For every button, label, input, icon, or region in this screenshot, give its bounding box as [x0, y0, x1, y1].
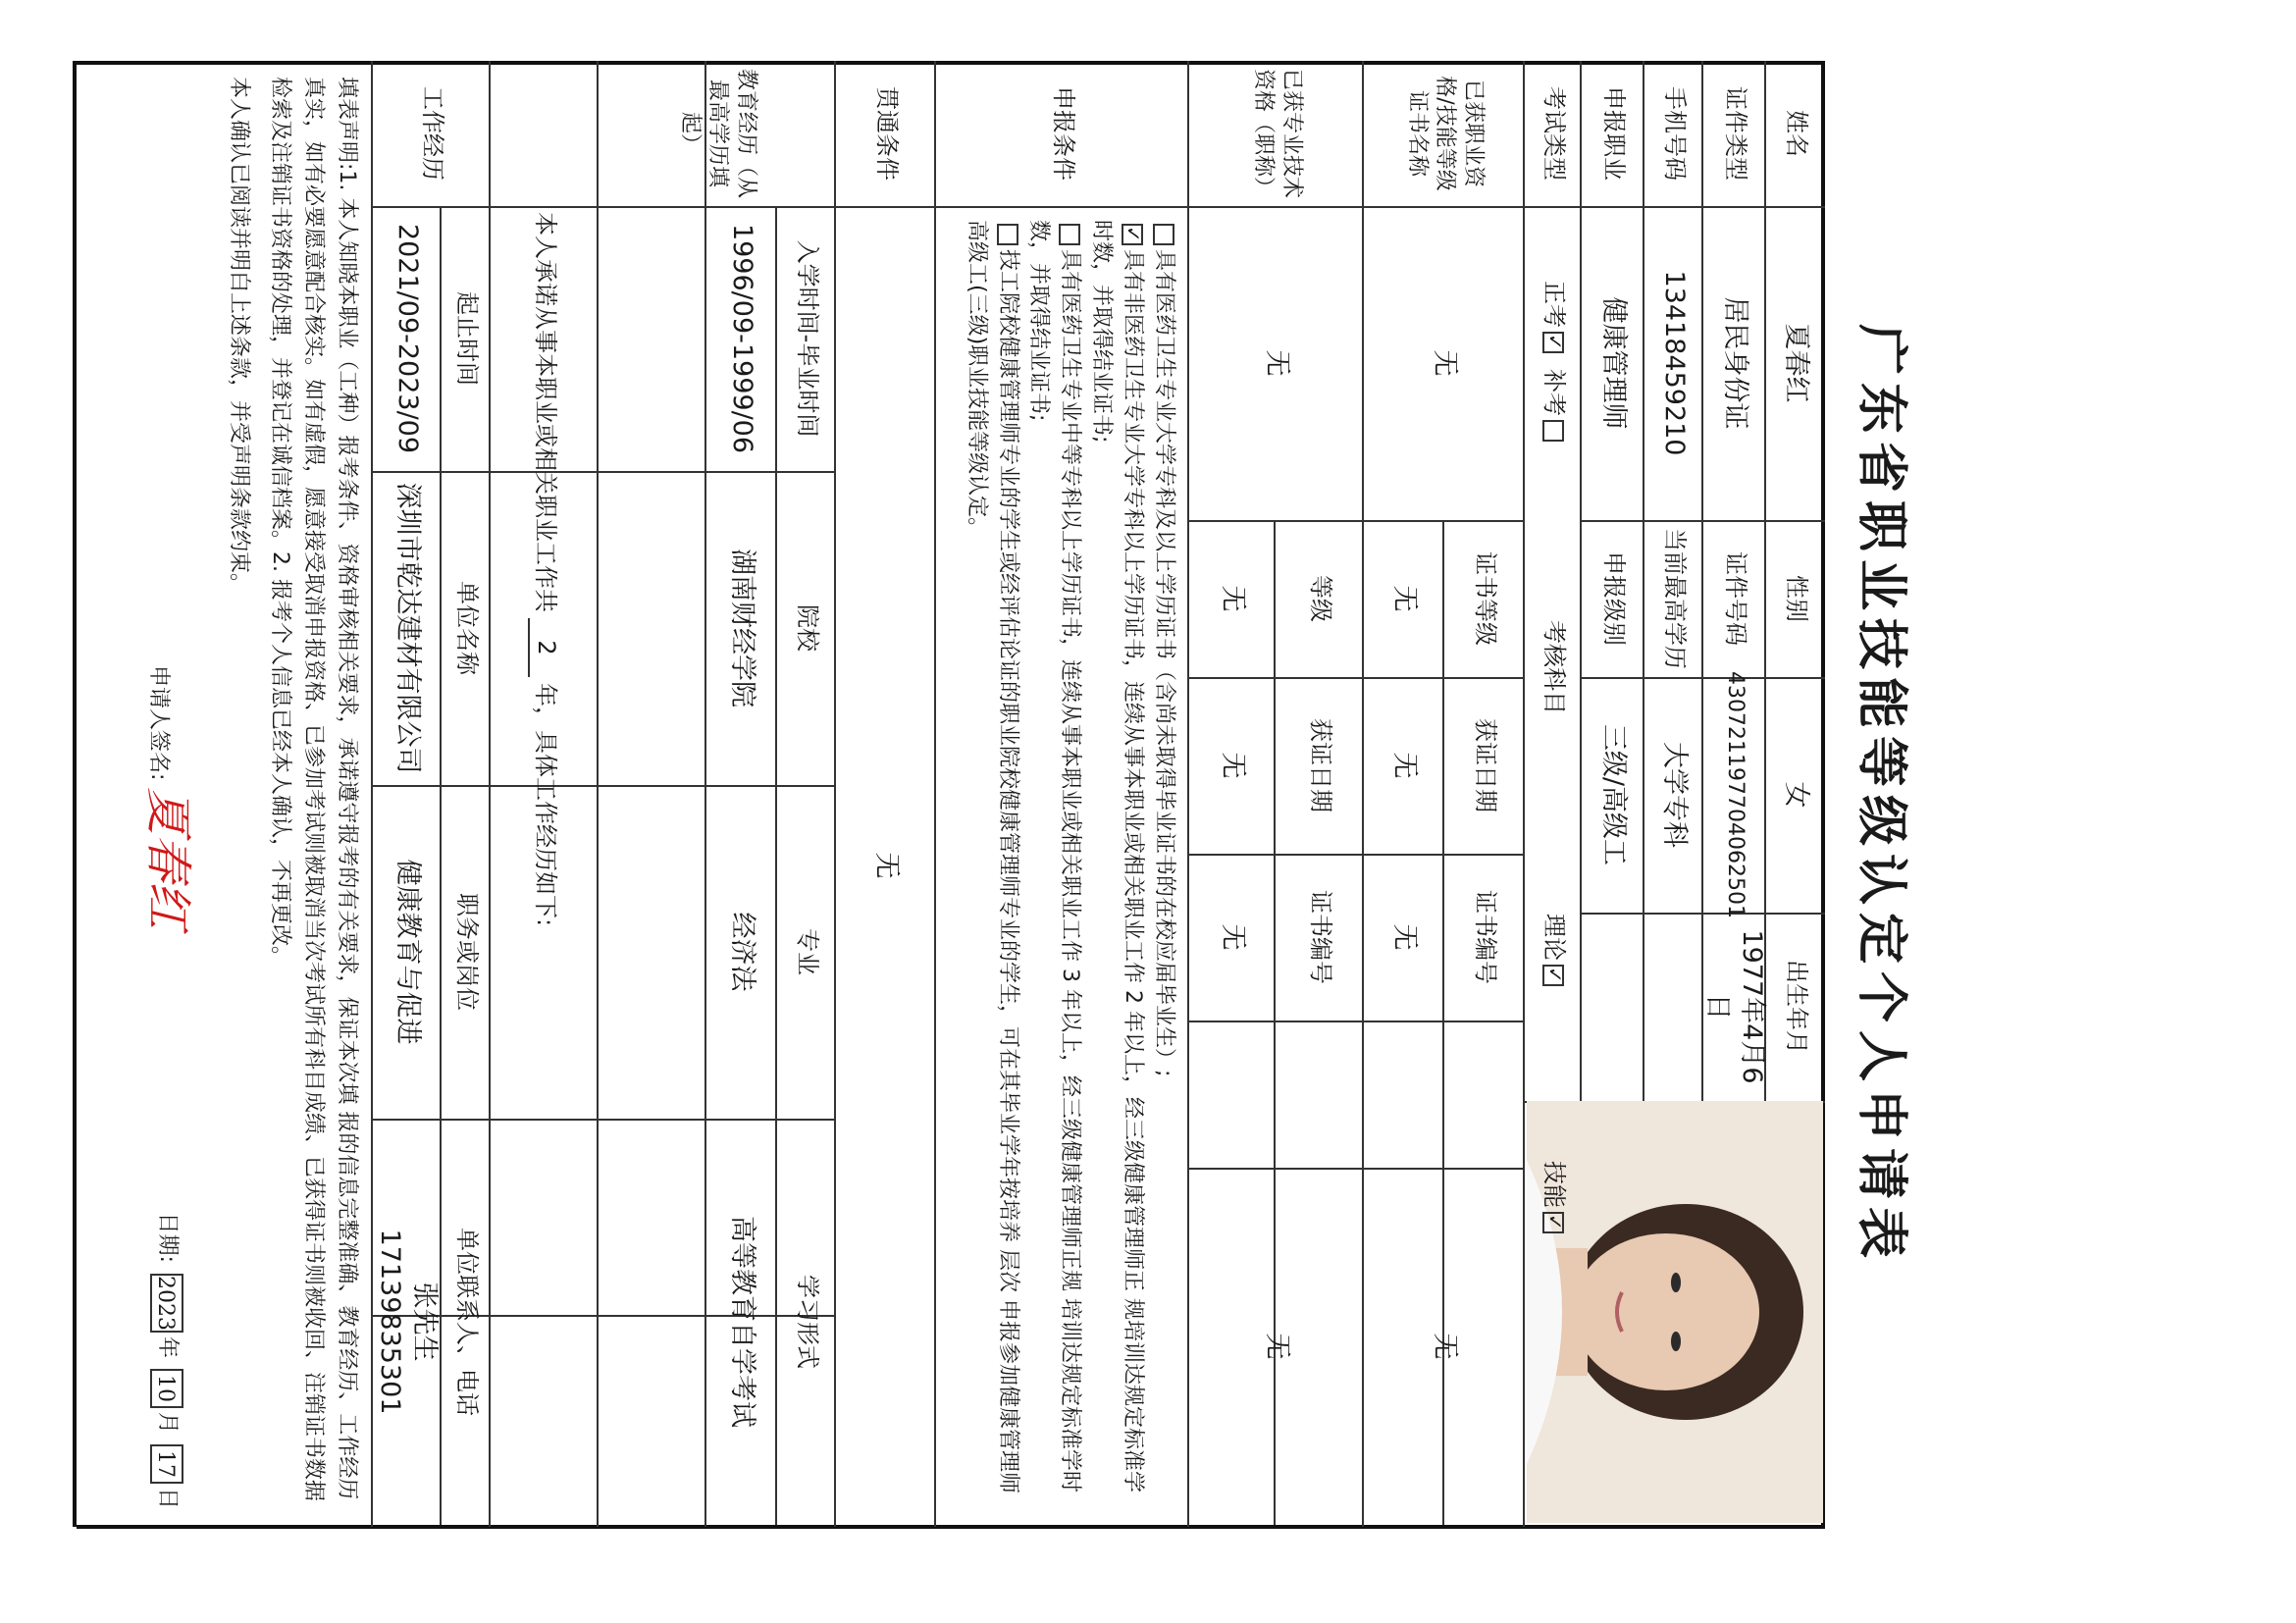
- value-through: 无: [870, 852, 902, 879]
- value-position: 健康教育与促进: [391, 859, 423, 1045]
- label-position: 职务或岗位: [452, 893, 481, 1011]
- theory-checkbox[interactable]: [1542, 965, 1564, 986]
- exam-regular-checkbox[interactable]: [1542, 332, 1564, 353]
- frame-right: [77, 1525, 1825, 1529]
- value-cert-no-2: 无: [1217, 923, 1248, 951]
- label-birth: 出生年月: [1782, 960, 1810, 1054]
- value-major: 经济法: [726, 912, 757, 992]
- value-professional-extra: 无: [1261, 1333, 1292, 1360]
- exam-type-options: [1525, 206, 1582, 520]
- label-level: 申报级别: [1599, 551, 1628, 646]
- label-vocational-cert: 已获职业资格/技能等级证书名称: [1404, 76, 1486, 191]
- handwritten-signature: 夏春红: [139, 787, 195, 929]
- date-year[interactable]: 2023: [150, 1274, 183, 1333]
- skill-label: 技能: [1539, 1161, 1568, 1208]
- value-gender: 女: [1780, 781, 1811, 809]
- condition-3-checkbox[interactable]: [1059, 224, 1080, 245]
- theory-label: 理论: [1539, 914, 1568, 961]
- value-level: 三级/高级工: [1597, 723, 1629, 866]
- label-work-history: 工作经历: [418, 86, 446, 181]
- signature-block: [130, 665, 203, 928]
- value-cert-level-1: 无: [1388, 585, 1420, 612]
- value-phone: 13418459210: [1658, 270, 1690, 456]
- contact-name: 张先生: [409, 1282, 441, 1362]
- condition-4-checkbox[interactable]: [997, 224, 1018, 245]
- value-birth: 1977年4月6日: [1702, 929, 1768, 1084]
- date-label: 日期:: [155, 1212, 181, 1263]
- label-subjects: 考核科目: [1539, 620, 1568, 714]
- label-apply-conditions: 申报条件: [1049, 86, 1077, 181]
- value-vocational-cert: 无: [1429, 349, 1460, 377]
- label-edu-history: 教育经历（从最高学历填起）: [677, 68, 758, 198]
- label-work-period: 起止时间: [452, 291, 481, 386]
- value-study-form: 高等教育自学考试: [726, 1216, 757, 1428]
- value-vocational-extra: 无: [1429, 1333, 1460, 1360]
- label-id-no: 证件号码: [1721, 551, 1749, 646]
- label-major: 专业: [793, 928, 821, 975]
- sign-label: 申请人签名:: [145, 665, 171, 781]
- value-name: 夏春红: [1780, 323, 1811, 403]
- value-employer: 深圳市乾达建材有限公司: [391, 482, 423, 774]
- label-cert-date-2: 获证日期: [1306, 718, 1334, 812]
- skill-checkbox[interactable]: [1542, 1212, 1564, 1233]
- value-contact: [373, 1119, 442, 1525]
- value-id-no: 430721197704062501: [1723, 671, 1748, 918]
- value-level-2: 无: [1217, 585, 1248, 612]
- label-through: 贯通条件: [872, 86, 901, 181]
- label-employer: 单位名称: [452, 581, 481, 675]
- condition-2-checkbox[interactable]: [1122, 224, 1143, 245]
- label-gender: 性别: [1782, 575, 1810, 622]
- value-education: 大学专科: [1658, 742, 1690, 848]
- form-title: 广东省职业技能等级认定个人申请表: [1852, 323, 1911, 1266]
- label-school: 院校: [793, 604, 821, 652]
- label-level-2: 等级: [1306, 575, 1334, 622]
- declaration-confirm: 本人确认已阅读并明白上述条款，并受声明条款约束。: [226, 77, 251, 596]
- date-block: 日期: 2023年 10月 17日: [150, 1213, 183, 1509]
- condition-1: 具有医药卫生专业大学专科及以上学历证书（含尚未取得毕业证书的在校应届毕业生）;: [1148, 220, 1179, 1076]
- label-occupation: 申报职业: [1599, 86, 1628, 181]
- declaration-body: 填表声明:1. 本人知晓本职业（工种）报考条件、资格审核相关要求，承诺遵守报考的有关要求，保证本次填 报的信息完整准确、教育经历、工作经历真实，如有必要愿意配合核实。如有虚假，愿意接受取消申报资格、已参加考试则被取消当次考试所有科目成绩、已获得证书则被收回、注销证书数据检索及注销证书资格的处理，并登记在诚信档案。2. 报考个人信息已经本人确认，不再更改。: [267, 77, 359, 1502]
- value-professional-title: 无: [1261, 349, 1292, 377]
- condition-3: 具有医药卫生专业中等专科以上学历证书，连续从事本职业或相关职业工作 3 年以上，经三级健康管理师正规 培训达规定标准学时数，并取得结业证书;: [1026, 220, 1083, 1492]
- label-cert-no-1: 证书编号: [1471, 890, 1499, 984]
- label-cert-level-1: 证书等级: [1471, 551, 1499, 646]
- label-phone: 手机号码: [1660, 86, 1689, 181]
- value-work-period: 2021/09-2023/09: [391, 223, 423, 454]
- contact-phone: 17139835301: [375, 1229, 405, 1415]
- subject-theory: [1525, 814, 1582, 1089]
- subject-skill: [1525, 1101, 1582, 1297]
- declaration: [77, 61, 373, 1525]
- label-education: 当前最高学历: [1660, 528, 1689, 669]
- work-intro: 本人承诺从事本职业或相关职业工作共 2 年，具体工作经历如下:: [491, 206, 599, 1525]
- value-enroll-period: 1996/09-1999/06: [726, 223, 757, 454]
- value-school: 湖南财经学院: [726, 549, 757, 707]
- label-name: 姓名: [1782, 110, 1810, 157]
- value-cert-date-2: 无: [1217, 752, 1248, 779]
- label-contact: 单位联系人、电话: [452, 1228, 481, 1416]
- date-month[interactable]: 10: [150, 1369, 183, 1408]
- signature-row: [130, 77, 203, 1509]
- label-study-form: 学习形式: [793, 1275, 821, 1369]
- exam-makeup-checkbox[interactable]: [1542, 420, 1564, 442]
- label-cert-date-1: 获证日期: [1471, 718, 1499, 812]
- condition-4: 技工院校健康管理师专业的学生或经评估论证的职业院校健康管理师专业的学生，可在其毕业学年按培养 层次 申报参加健康管理师高级工(三级)职业技能等级认定。: [964, 220, 1020, 1493]
- value-cert-no-1: 无: [1388, 923, 1420, 951]
- exam-regular: 正考: [1539, 281, 1568, 328]
- label-cert-no-2: 证书编号: [1306, 890, 1334, 984]
- value-id-type: 居民身份证: [1719, 296, 1750, 430]
- condition-2: ✓具有非医药卫生专业大学专科以上学历证书，连续从事本职业或相关职业工作 2 年以上，经三级健康管理师正 规培训达规定标准学时数，并取得结业证书;: [1085, 220, 1148, 1511]
- conditions-list: [936, 206, 1189, 1525]
- label-enroll-period: 入学时间-毕业时间: [793, 239, 821, 438]
- label-professional-title: 已获专业技术资格（职称）: [1251, 68, 1304, 198]
- value-cert-date-1: 无: [1388, 752, 1420, 779]
- value-occupation: 健康管理师: [1597, 296, 1629, 430]
- label-exam-type: 考试类型: [1539, 86, 1568, 181]
- label-id-type: 证件类型: [1721, 86, 1749, 181]
- date-day[interactable]: 17: [150, 1444, 183, 1484]
- work-years: 2: [528, 618, 560, 677]
- condition-1-checkbox[interactable]: [1153, 224, 1174, 245]
- exam-makeup: 补考: [1539, 369, 1568, 416]
